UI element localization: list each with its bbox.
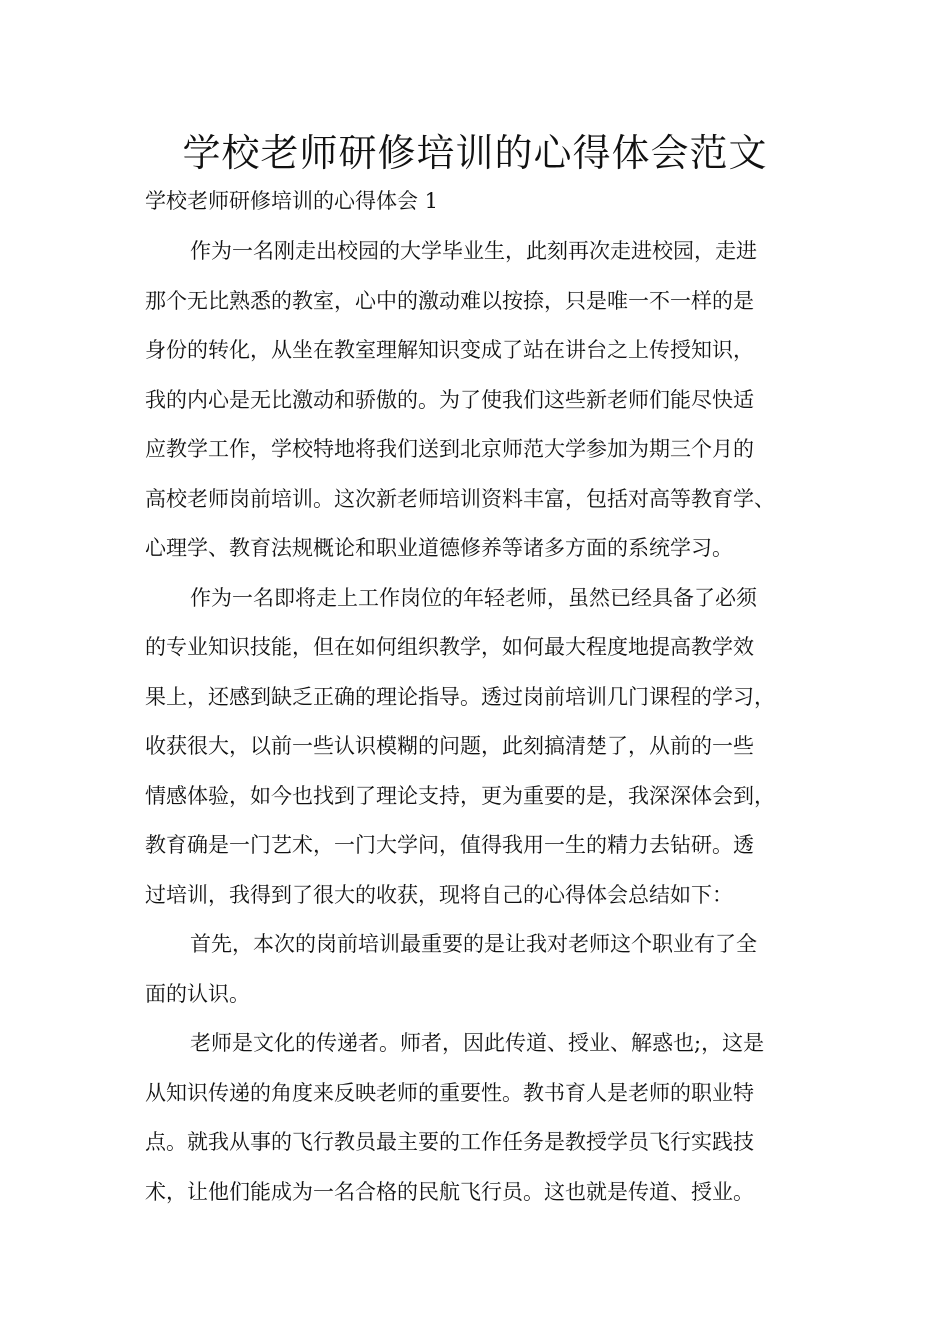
text-line: 从知识传递的角度来反映老师的重要性。教书育人是老师的职业特 bbox=[145, 1080, 754, 1105]
document-title: 学校老师研修培训的心得体会范文 bbox=[182, 131, 768, 175]
text-line: 身份的转化，从坐在教室理解知识变成了站在讲台之上传授知识， bbox=[145, 338, 754, 362]
text-line: 我的内心是无比激动和骄傲的。为了使我们这些新老师们能尽快适 bbox=[145, 387, 754, 412]
text-line: 过培训，我得到了很大的收获，现将自己的心得体会总结如下： bbox=[145, 882, 733, 907]
text-line: 的专业知识技能，但在如何组织教学，如何最大程度地提高教学效 bbox=[145, 635, 754, 659]
paragraph-4 bbox=[145, 1026, 817, 1224]
text-line: 果上，还感到缺乏正确的理论指导。透过岗前培训几门课程的学习， bbox=[145, 684, 775, 709]
text-line: 教育确是一门艺术，一门大学问，值得我用一生的精力去钻研。透 bbox=[145, 833, 754, 857]
text-line: 老师是文化的传递者。师者，因此传道、授业、解惑也;，这是 bbox=[190, 1031, 765, 1055]
text-line: 面的认识。 bbox=[145, 981, 250, 1006]
text-line: 首先，本次的岗前培训最重要的是让我对老师这个职业有了全 bbox=[190, 932, 757, 956]
text-line: 情感体验，如今也找到了理论支持，更为重要的是，我深深体会到， bbox=[145, 783, 775, 808]
text-line: 高校老师岗前培训。这次新老师培训资料丰富，包括对高等教育学、 bbox=[145, 486, 775, 511]
text-line: 作为一名刚走出校园的大学毕业生，此刻再次走进校园，走进 bbox=[190, 239, 757, 263]
paragraph-3 bbox=[145, 927, 817, 1026]
text-line: 应教学工作，学校特地将我们送到北京师范大学参加为期三个月的 bbox=[145, 437, 754, 461]
text-line: 心理学、教育法规概论和职业道德修养等诸多方面的系统学习。 bbox=[145, 536, 733, 560]
text-line: 点。就我从事的飞行教员最主要的工作任务是教授学员飞行实践技 bbox=[145, 1130, 754, 1154]
text-line: 那个无比熟悉的教室，心中的激动难以按捺，只是唯一不一样的是 bbox=[145, 288, 754, 313]
text-line: 作为一名即将走上工作岗位的年轻老师，虽然已经具备了必须 bbox=[190, 585, 757, 610]
text-line: 收获很大，以前一些认识模糊的问题，此刻搞清楚了，从前的一些 bbox=[145, 734, 754, 758]
paragraph-2 bbox=[145, 581, 817, 928]
document-body bbox=[145, 234, 817, 1224]
paragraph-1 bbox=[145, 234, 817, 581]
text-line: 术，让他们能成为一名合格的民航飞行员。这也就是传道、授业。 bbox=[145, 1179, 754, 1204]
section-heading: 学校老师研修培训的心得体会 1 bbox=[145, 189, 439, 213]
